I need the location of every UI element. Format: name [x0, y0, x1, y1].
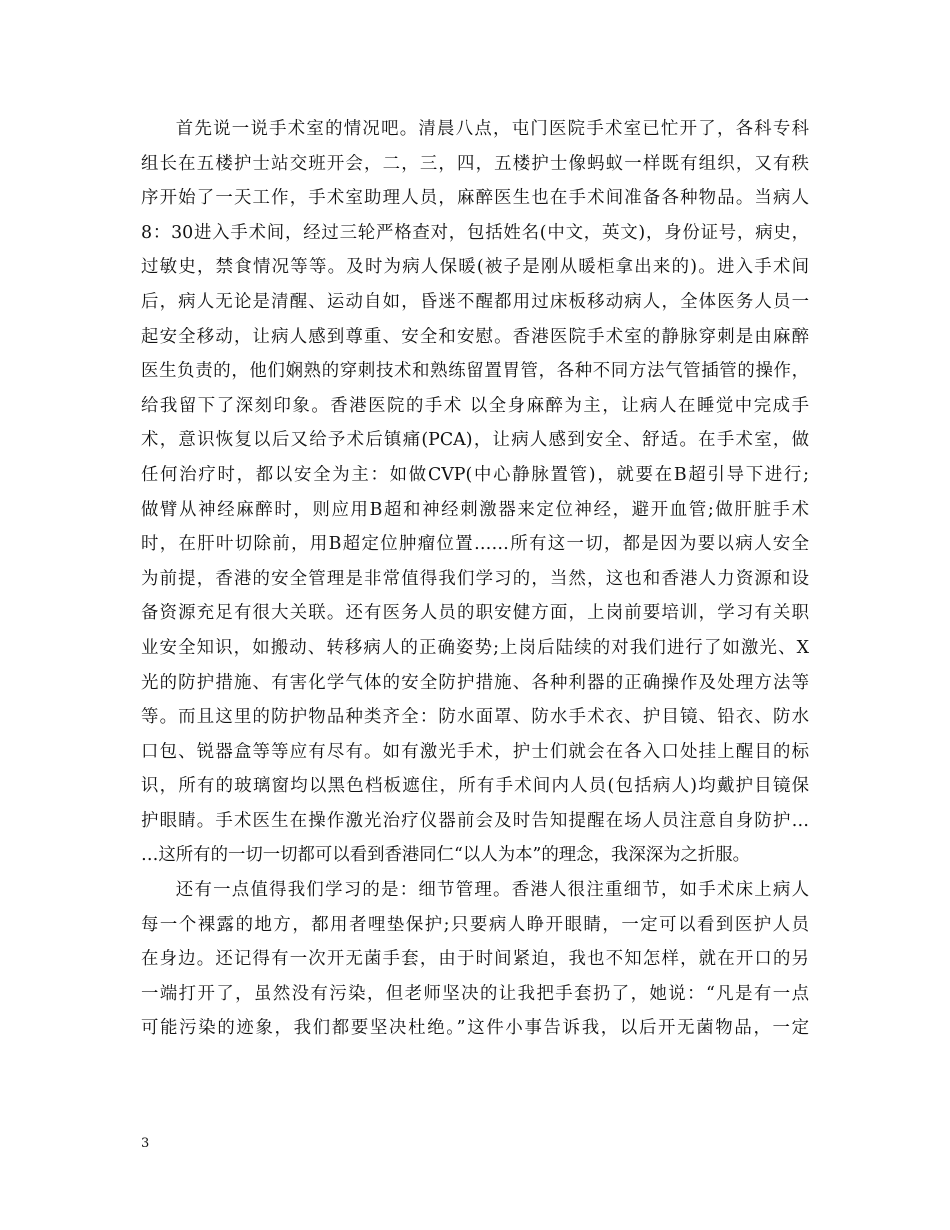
text-line: 医生负责的，他们娴熟的穿刺技术和熟练留置胃管，各种不同方法气管插管的操作，: [141, 361, 809, 382]
text-line: 还有一点值得我们学习的是：细节管理。香港人很注重细节，如手术床上病人: [175, 880, 809, 901]
text-line: 起安全移动，让病人感到尊重、安全和安慰。香港医院手术室的静脉穿刺是由麻醉: [141, 326, 809, 347]
paragraph-1: [141, 112, 809, 873]
text-line: 备资源充足有很大关联。还有医务人员的职安健方面，上岗前要培训，学习有关职: [141, 603, 809, 624]
text-line: 首先说一说手术室的情况吧。清晨八点，屯门医院手术室已忙开了，各科专科: [175, 119, 809, 139]
text-line: 任何治疗时，都以安全为主：如做CVP(中心静脉置管)，就要在B超引导下进行;: [141, 464, 809, 485]
paragraph-2: [141, 873, 809, 1046]
text-line: 后，病人无论是清醒、运动自如，昏迷不醒都用过床板移动病人，全体医务人员一: [141, 291, 809, 312]
text-line: 一端打开了，虽然没有污染，但老师坚决的让我把手套扔了，她说：“凡是有一点: [141, 983, 809, 1004]
text-line: 护眼睛。手术医生在操作激光治疗仪器前会及时告知提醒在场人员注意自身防护…: [141, 810, 809, 831]
text-line: 光的防护措施、有害化学气体的安全防护措施、各种利器的正确操作及处理方法等: [141, 672, 809, 693]
text-line: 过敏史，禁食情况等等。及时为病人保暖(被子是刚从暖柜拿出来的)。进入手术间: [141, 257, 809, 278]
text-line: 组长在五楼护士站交班开会，二，三，四，五楼护士像蚂蚁一样既有组织，又有秩: [141, 153, 809, 174]
text-line: 给我留下了深刻印象。香港医院的手术 以全身麻醉为主，让病人在睡觉中完成手: [141, 395, 809, 416]
text-line: 每一个裸露的地方，都用者哩垫保护;只要病人睁开眼睛，一定可以看到医护人员: [141, 914, 809, 935]
page-number: 3: [141, 1136, 150, 1151]
text-line: 为前提，香港的安全管理是非常值得我们学习的，当然，这也和香港人力资源和设: [141, 568, 809, 589]
text-line: 口包、锐器盒等等应有尽有。如有激光手术，护士们就会在各入口处挂上醒目的标: [141, 741, 809, 762]
text-line: 可能污染的迹象，我们都要坚决杜绝。”这件小事告诉我，以后开无菌物品，一定: [141, 1018, 809, 1039]
text-line: 8：30进入手术间，经过三轮严格查对，包括姓名(中文，英文)，身份证号，病史，: [141, 222, 809, 243]
text-line: 识，所有的玻璃窗均以黑色档板遮住，所有手术间内人员(包括病人)均戴护目镜保: [141, 776, 809, 797]
text-line: 做臂从神经麻醉时，则应用B超和神经刺激器来定位神经，避开血管;做肝脏手术: [141, 499, 809, 520]
text-line: 术，意识恢复以后又给予术后镇痛(PCA)，让病人感到安全、舒适。在手术室，做: [141, 430, 809, 451]
text-line: 在身边。还记得有一次开无菌手套，由于时间紧迫，我也不知怎样，就在开口的另: [141, 949, 809, 970]
text-line: 业安全知识，如搬动、转移病人的正确姿势;上岗后陆续的对我们进行了如激光、X: [141, 637, 809, 658]
text-line: 序开始了一天工作，手术室助理人员，麻醉医生也在手术间准备各种物品。当病人: [141, 188, 809, 209]
text-line: 等。而且这里的防护物品种类齐全：防水面罩、防水手术衣、护目镜、铅衣、防水: [141, 707, 809, 728]
text-line: 时，在肝叶切除前，用B超定位肿瘤位置……所有这一切，都是因为要以病人安全: [141, 534, 809, 555]
document-body: [141, 112, 809, 1046]
text-line: …这所有的一切一切都可以看到香港同仁“以人为本”的理念，我深深为之折服。: [141, 845, 751, 866]
